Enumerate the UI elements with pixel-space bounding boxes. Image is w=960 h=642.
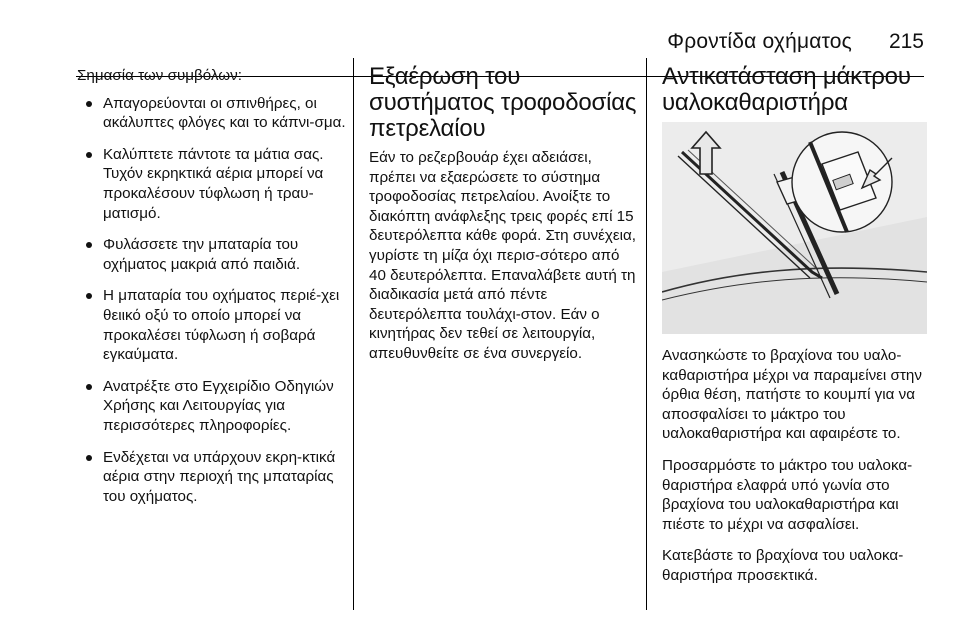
bullet-icon: [86, 384, 92, 390]
list-item: [77, 235, 347, 274]
column-wiper-blade: [662, 64, 927, 598]
wiper-step-3: Κατεβάστε το βραχίονα του υαλοκα-θαριστήρα προσεκτικά.: [662, 547, 904, 584]
bullet-icon: [86, 152, 92, 158]
bullet-icon: [86, 455, 92, 461]
list-item-text: Ανατρέξτε στο Εγχειρίδιο Οδηγιών Χρήσης και Λειτουργίας για περισσότερες πληροφορίες.: [103, 377, 334, 434]
list-item: [77, 145, 347, 223]
wiper-step-1: Ανασηκώστε το βραχίονα του υαλο-καθαριστήρα μέχρι να παραμείνει στην όρθια θέση, πατήστε το κουμπί για να αποσφαλίσει το μάκτρο του υαλοκαθαριστήρα και αφαιρέστε το.: [662, 347, 922, 443]
list-item: [77, 377, 347, 436]
list-item: [77, 448, 347, 507]
page-title: Φροντίδα οχήματος: [667, 30, 852, 53]
list-item: [77, 94, 347, 133]
column-fuel-bleeding: [369, 64, 637, 376]
page-header: [0, 26, 960, 56]
column-symbols: [77, 66, 347, 518]
column-divider-2: [646, 58, 647, 610]
wiper-drawing-icon: [662, 122, 927, 334]
list-item-text: Απαγορεύονται οι σπινθήρες, οι ακάλυπτες φλόγες και το κάπνι-σμα.: [103, 94, 346, 132]
section-heading-fuel: Εξαέρωση του συστήματος τροφοδοσίας πετρελαίου: [369, 63, 637, 142]
wiper-illustration: [662, 122, 927, 334]
section-heading-wiper: Αντικατάσταση μάκτρου υαλοκαθαριστήρα: [662, 63, 911, 116]
bullet-icon: [86, 242, 92, 248]
symbols-intro: Σημασία των συμβόλων:: [77, 67, 242, 84]
page-number: 215: [888, 30, 924, 53]
bullet-icon: [86, 293, 92, 299]
column-divider-1: [353, 58, 354, 610]
list-item-text: Ενδέχεται να υπάρχουν εκρη-κτικά αέρια στην περιοχή της μπαταρίας του οχήματος.: [103, 448, 336, 505]
bullet-icon: [86, 101, 92, 107]
fuel-body-text: Εάν το ρεζερβουάρ έχει αδειάσει, πρέπει να εξαερώσετε το σύστημα τροφοδοσίας πετρελαίου. Ανοίξτε το διακόπτη ανάφλεξης τρεις φορές επί 15 δευτερόλεπτα κάθε φορά. Στη συνέχεια, γυρίστε τη μίζα όχι περισ-σότερο από 40 δευτερόλεπτα. Επαναλάβετε αυτή τη διαδικασία μετά από πέντε δευτερόλεπτα τουλάχι-στον. Εάν ο κινητήρας δεν τεθεί σε λειτουργία, απευθυνθείτε σε ένα συνεργείο.: [369, 149, 636, 362]
list-item-text: Καλύπτετε πάντοτε τα μάτια σας. Τυχόν εκρηκτικά αέρια μπορεί να προκαλέσουν τύφλωση ή τραυ-ματισμό.: [103, 145, 324, 222]
wiper-step-2: Προσαρμόστε το μάκτρο του υαλοκα-θαριστήρα ελαφρά υπό γωνία στο βραχίονα του υαλοκαθαριστήρα και πιέστε το μέχρι να ασφαλίσει.: [662, 456, 913, 533]
symbols-list: [77, 94, 347, 507]
list-item-text: Η μπαταρία του οχήματος περιέ-χει θειικό οξύ το οποίο μπορεί να προκαλέσει τύφλωση ή σοβαρά εγκαύματα.: [103, 287, 340, 364]
list-item-text: Φυλάσσετε την μπαταρία του οχήματος μακριά από παιδιά.: [103, 236, 301, 273]
list-item: [77, 286, 347, 364]
